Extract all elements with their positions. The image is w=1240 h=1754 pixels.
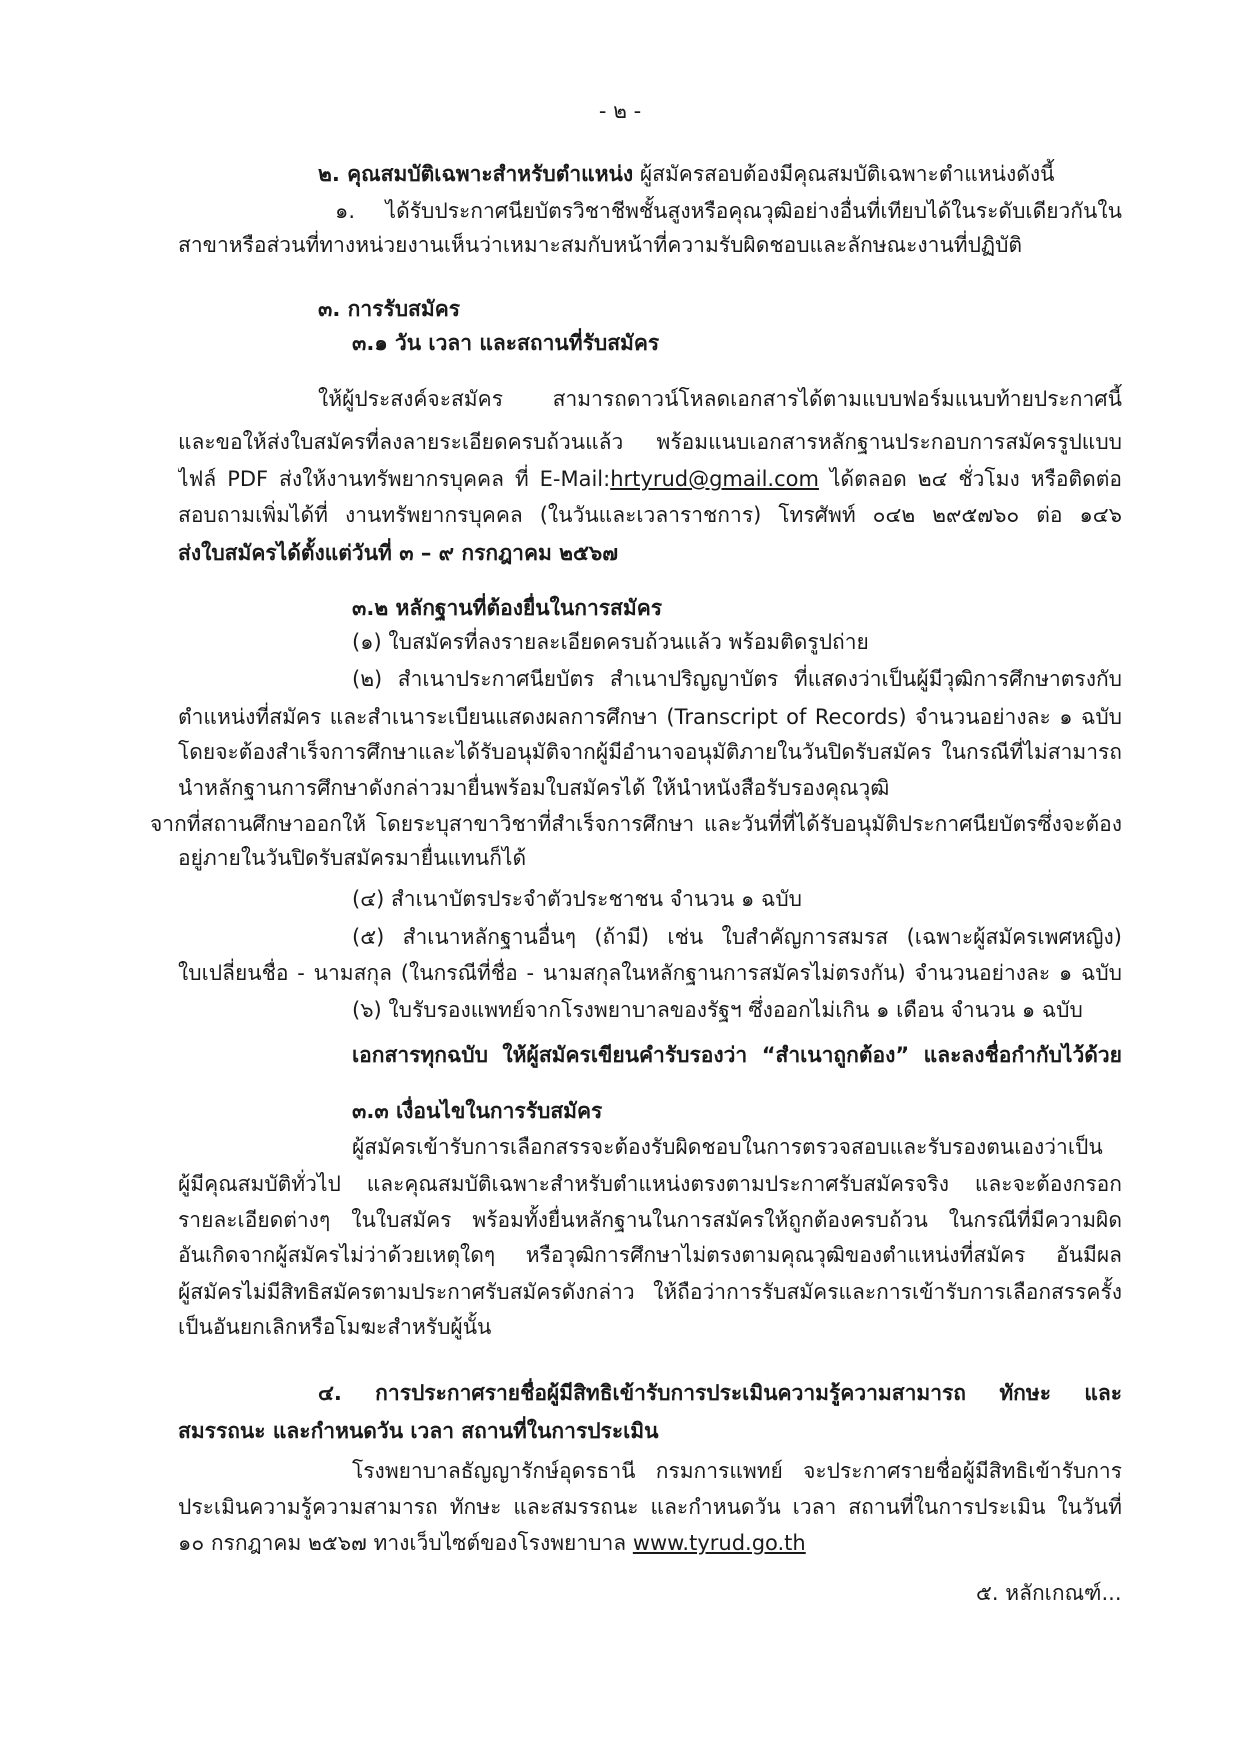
email-link[interactable]: hrtyrud@gmail.com [610, 467, 819, 491]
section-3-3-line-6: เป็นอันยกเลิกหรือโมฆะสำหรับผู้นั้น [178, 1315, 492, 1339]
section-4-line-1: โรงพยาบาลธัญญารักษ์อุดรธานี กรมการแพทย์ จะประกาศรายชื่อผู้มีสิทธิเข้ารับการ [352, 1459, 1122, 1483]
section-3-3-line-2: ผู้มีคุณสมบัติทั่วไป และคุณสมบัติเฉพาะสำหรับตำแหน่งตรงตามประกาศรับสมัครจริง และจะต้องกรอก [178, 1172, 1122, 1196]
section-3-2-item-2-line-5: จากที่สถานศึกษาออกให้ โดยระบุสาขาวิชาที่สำเร็จการศึกษา และวันที่ที่ได้รับอนุมัติประกาศนียบัตรซึ่งจะต้อง [150, 812, 1122, 836]
section-3-2-item-2-line-2: ตำแหน่งที่สมัคร และสำเนาระเบียนแสดงผลการศึกษา (Transcript of Records) จำนวนอย่างละ ๑ ฉบับ [178, 705, 1122, 729]
section-4-line-3 [178, 1528, 806, 1558]
section-3-3-line-5: ผู้สมัครไม่มีสิทธิสมัครตามประกาศรับสมัครดังกล่าว ให้ถือว่าการรับสมัครและการเข้ารับการเลือกสรรครั้ง [178, 1280, 1122, 1304]
section-3-heading: ๓. การรับสมัคร [318, 297, 461, 321]
section-3-3-line-3: รายละเอียดต่างๆ ในใบสมัคร พร้อมทั้งยื่นหลักฐานในการสมัครให้ถูกต้องครบถ้วน ในกรณีที่มีความผิด [178, 1208, 1122, 1232]
section-4-line-2: ประเมินความรู้ความสามารถ ทักษะ และสมรรถนะ และกำหนดวัน เวลา สถานที่ในการประเมิน ในวันที่ [178, 1495, 1122, 1519]
section-3-2-item-2-line-6: อยู่ภายในวันปิดรับสมัครมายื่นแทนก็ได้ [178, 846, 527, 870]
section-2-line-2: สาขาหรือส่วนที่ทางหน่วยงานเห็นว่าเหมาะสมกับหน้าที่ความรับผิดชอบและลักษณะงานที่ปฏิบัติ [178, 233, 1023, 257]
section-3-2-item-4: (๔) สำเนาบัตรประจำตัวประชาชน จำนวน ๑ ฉบับ [352, 887, 803, 911]
section-3-3-line-1: ผู้สมัครเข้ารับการเลือกสรรจะต้องรับผิดชอบในการตรวจสอบและรับรองตนเองว่าเป็น [352, 1135, 1103, 1159]
section-2-heading [318, 159, 1054, 189]
section-2-heading-rest: ผู้สมัครสอบต้องมีคุณสมบัติเฉพาะตำแหน่งดังนี้ [633, 162, 1055, 186]
section-4-line-3-pre: ๑๐ กรกฎาคม ๒๕๖๗ ทางเว็บไซต์ของโรงพยาบาล [178, 1531, 633, 1555]
section-3-2-heading: ๓.๒ หลักฐานที่ต้องยื่นในการสมัคร [352, 596, 663, 620]
continuation-marker: ๕. หลักเกณฑ์... [976, 1581, 1122, 1605]
section-3-2-item-5-line-1: (๕) สำเนาหลักฐานอื่นๆ (ถ้ามี) เช่น ใบสำคัญการสมรส (เฉพาะผู้สมัครเพศหญิง) [352, 925, 1122, 949]
section-3-3-heading: ๓.๓ เงื่อนไขในการรับสมัคร [352, 1099, 603, 1123]
section-3-1-line-3 [178, 464, 1122, 494]
section-3-1-line-5: ส่งใบสมัครได้ตั้งแต่วันที่ ๓ – ๙ กรกฎาคม ๒๕๖๗ [178, 541, 619, 565]
section-3-2-item-2-line-1: (๒) สำเนาประกาศนียบัตร สำเนาปริญญาบัตร ที่แสดงว่าเป็นผู้มีวุฒิการศึกษาตรงกับ [352, 667, 1122, 691]
section-3-1-heading: ๓.๑ วัน เวลา และสถานที่รับสมัคร [352, 331, 660, 355]
section-3-3-line-4: อันเกิดจากผู้สมัครไม่ว่าด้วยเหตุใดๆ หรือวุฒิการศึกษาไม่ตรงตามคุณวุฒิของตำแหน่งที่สมัคร อันมีผล [178, 1243, 1122, 1267]
website-link[interactable]: www.tyrud.go.th [632, 1531, 806, 1555]
section-3-2-item-2-line-4: นำหลักฐานการศึกษาดังกล่าวมายื่นพร้อมใบสมัครได้ ให้นำหนังสือรับรองคุณวุฒิ [178, 776, 890, 800]
section-4-heading-line-1: ๔. การประกาศรายชื่อผู้มีสิทธิเข้ารับการประเมินความรู้ความสามารถ ทักษะ และ [318, 1381, 1122, 1405]
section-3-2-item-5-line-2: ใบเปลี่ยนชื่อ - นามสกุล (ในกรณีที่ชื่อ - นามสกุลในหลักฐานการสมัครไม่ตรงกัน) จำนวนอย่างละ ๑ ฉบับ [178, 961, 1122, 985]
section-3-1-line-2: และขอให้ส่งใบสมัครที่ลงลายระเอียดครบถ้วนแล้ว พร้อมแนบเอกสารหลักฐานประกอบการสมัครรูปแบบ [178, 430, 1122, 454]
section-3-1-line-3-post: ได้ตลอด ๒๔ ชั่วโมง หรือติดต่อ [818, 467, 1122, 491]
section-3-2-item-1: (๑) ใบสมัครที่ลงรายละเอียดครบถ้วนแล้ว พร้อมติดรูปถ่าย [352, 630, 869, 654]
section-3-1-line-1: ให้ผู้ประสงค์จะสมัคร สามารถดาวน์โหลดเอกสารได้ตามแบบฟอร์มแนบท้ายประกาศนี้ [318, 387, 1122, 411]
section-3-2-item-2-line-3: โดยจะต้องสำเร็จการศึกษาและได้รับอนุมัติจากผู้มีอำนาจอนุมัติภายในวันปิดรับสมัคร ในกรณีที่ไม่สามารถ [178, 740, 1122, 764]
section-3-1-line-4: สอบถามเพิ่มได้ที่ งานทรัพยากรบุคคล (ในวันและเวลาราชการ) โทรศัพท์ ๐๔๒ ๒๙๕๗๖๐ ต่อ ๑๔๖ [178, 503, 1122, 527]
section-2-line-1: ๑. ได้รับประกาศนียบัตรวิชาชีพชั้นสูงหรือคุณวุฒิอย่างอื่นที่เทียบได้ในระดับเดียวกันใน [335, 199, 1122, 223]
page-number: - ๒ - [598, 99, 642, 123]
section-3-1-line-3-pre: ไฟล์ PDF ส่งให้งานทรัพยากรบุคคล ที่ E-Mail: [178, 467, 611, 491]
section-4-heading-line-2: สมรรถนะ และกำหนดวัน เวลา สถานที่ในการประเมิน [178, 1419, 659, 1443]
section-3-2-note: เอกสารทุกฉบับ ให้ผู้สมัครเขียนคำรับรองว่า “สำเนาถูกต้อง” และลงชื่อกำกับไว้ด้วย [352, 1043, 1122, 1067]
section-2-heading-bold: ๒. คุณสมบัติเฉพาะสำหรับตำแหน่ง [318, 162, 634, 186]
section-3-2-item-6: (๖) ใบรับรองแพทย์จากโรงพยาบาลของรัฐฯ ซึ่งออกไม่เกิน ๑ เดือน จำนวน ๑ ฉบับ [352, 998, 1083, 1022]
